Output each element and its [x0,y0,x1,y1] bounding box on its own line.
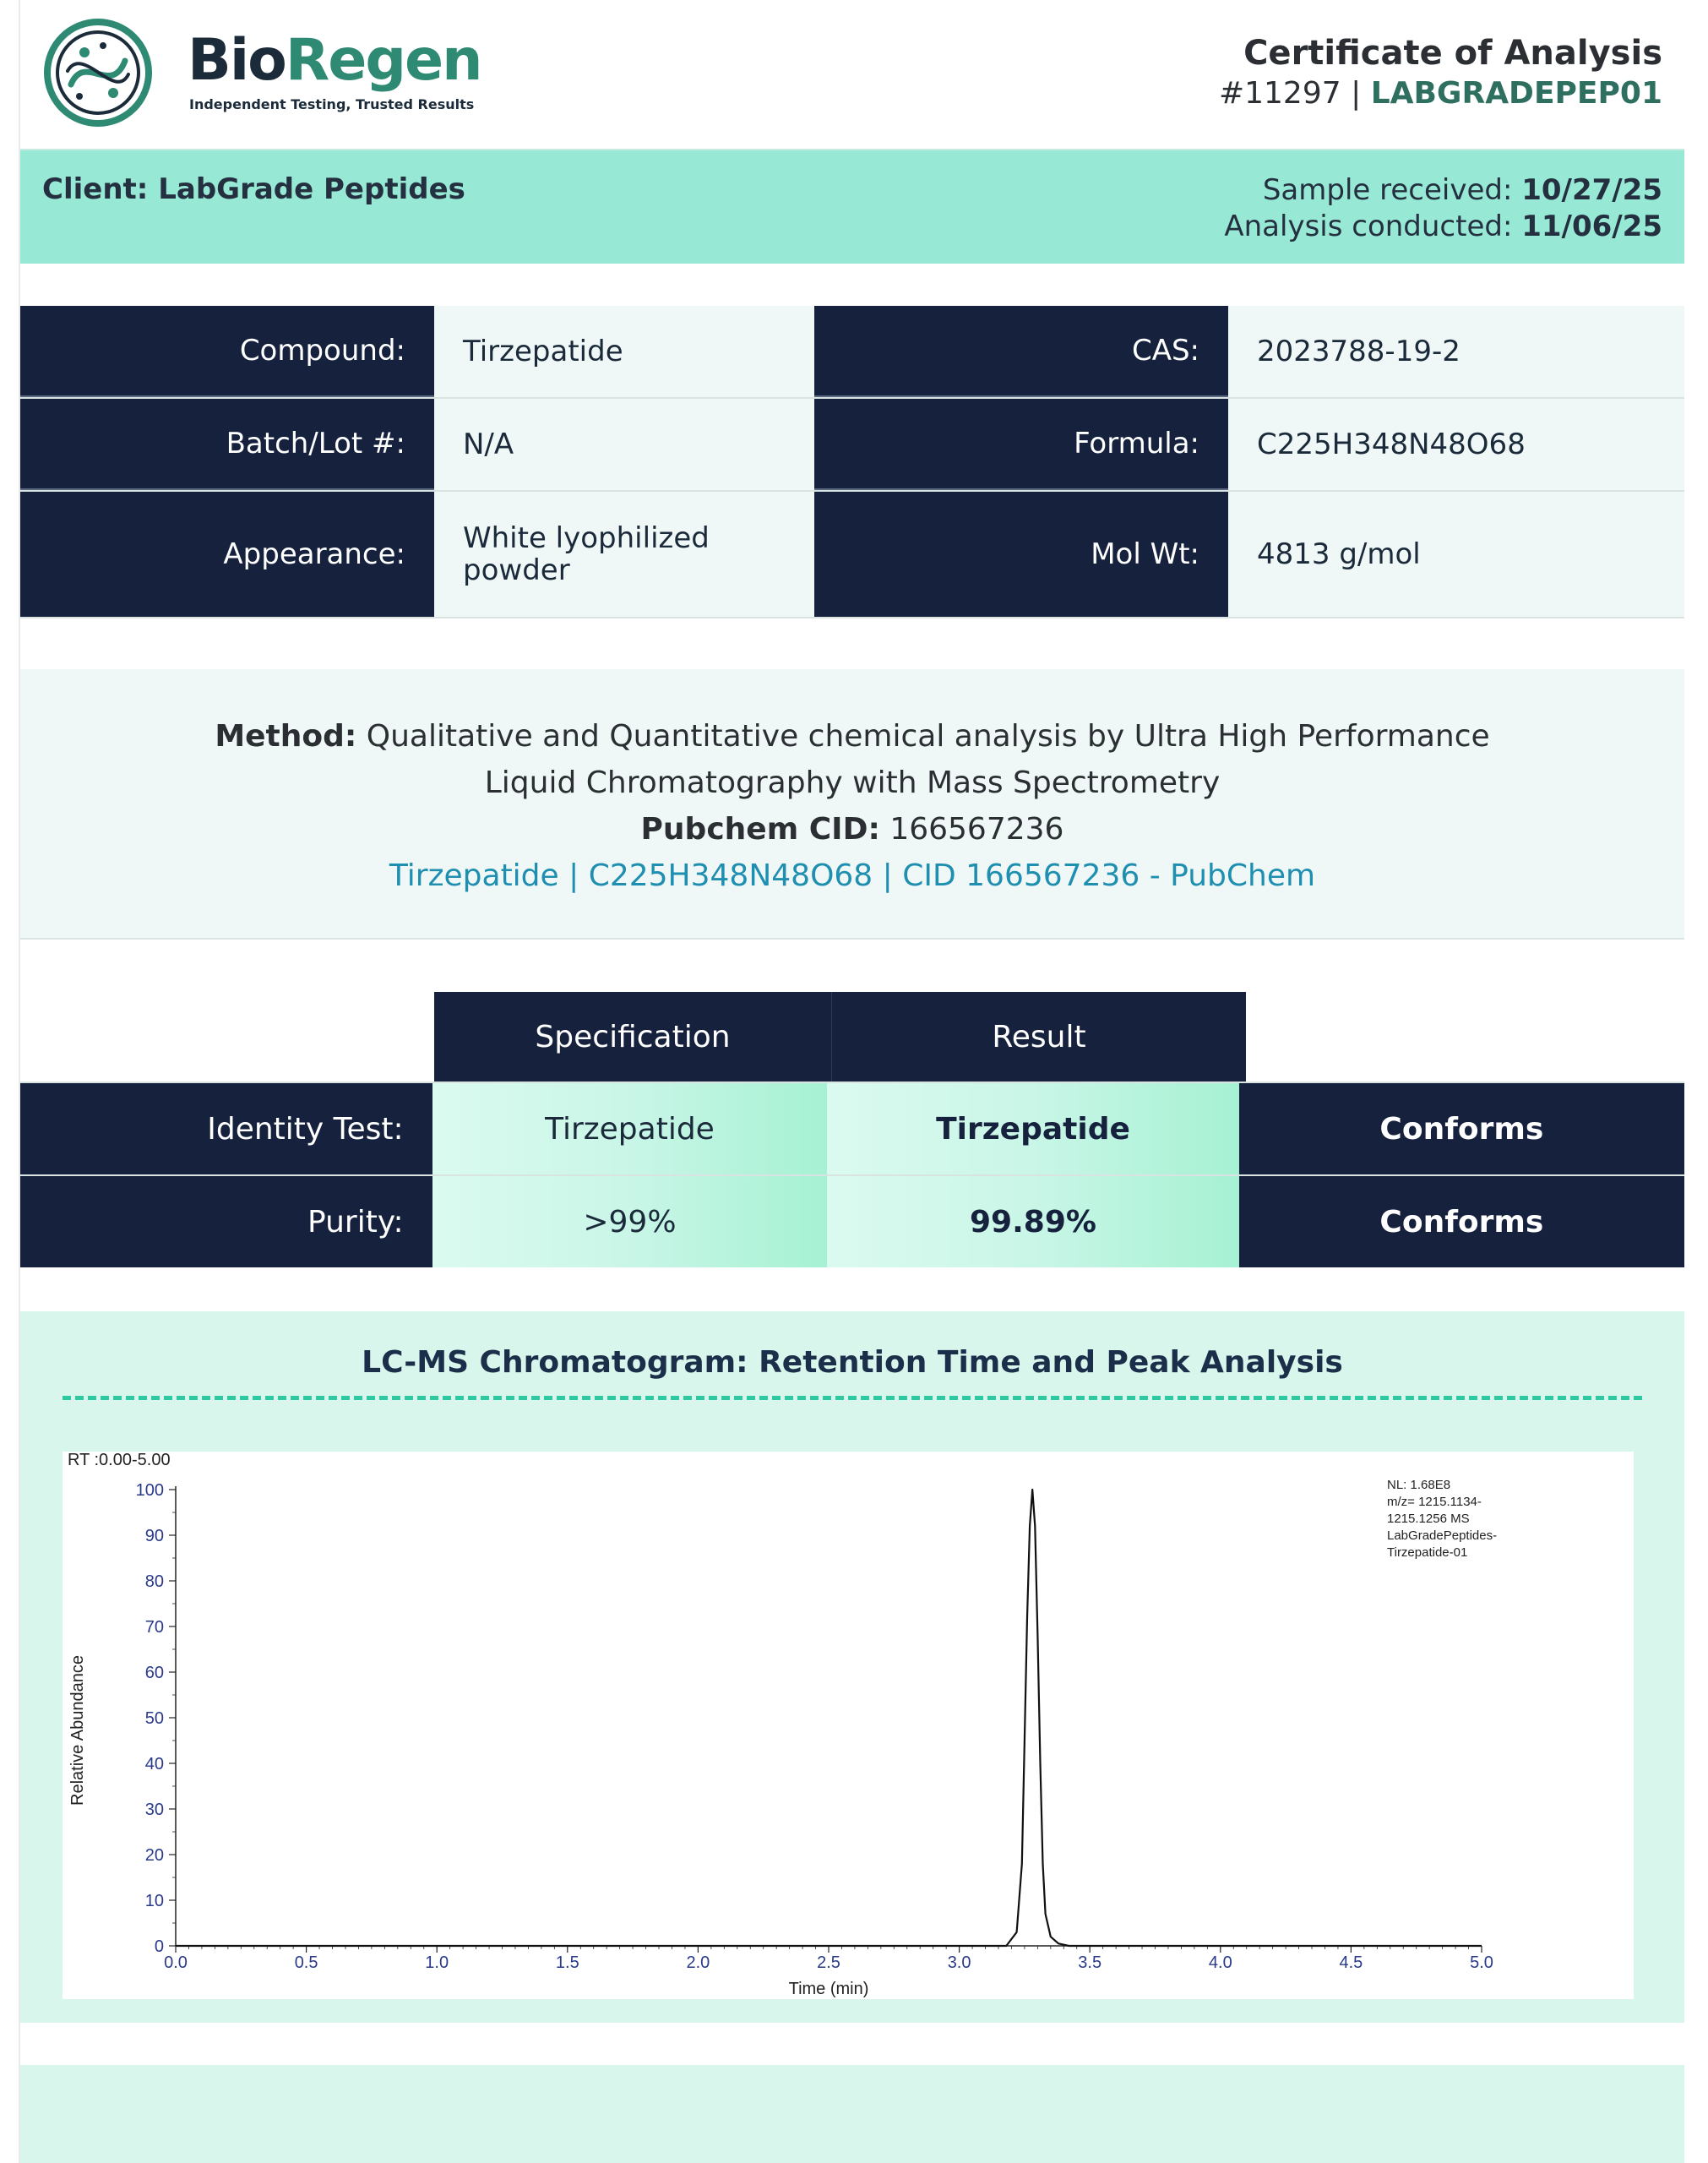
chart-series [176,1490,1482,1946]
y-tick-label: 40 [144,1755,164,1773]
separator: | [1351,76,1362,111]
results-header-spacer [20,992,434,1082]
x-tick-label: 3.5 [1078,1953,1102,1972]
table-row [20,1174,1684,1267]
compound-label: Compound: [20,306,434,397]
info-row [20,492,1684,618]
pubchem-cid: 166567236 [889,812,1064,847]
legend-line: NL: 1.68E8 [1387,1478,1451,1492]
legend-line: LabGradePeptides- [1387,1528,1498,1543]
method-text: Qualitative and Quantitative chemical analysis by Ultra High Performance Liquid Chromatography with Mass Spectrometry [366,719,1490,800]
cas-label: CAS: [814,306,1228,397]
y-tick-label: 100 [135,1481,164,1500]
results-header [20,992,1684,1082]
client-dates [1224,172,1662,245]
compound-value: Tirzepatide [434,306,814,397]
chart-axes [176,1486,1482,1946]
document-title: Certificate of Analysis [1243,34,1662,73]
y-tick-label: 20 [144,1846,164,1865]
identity-status: Conforms [1239,1083,1684,1174]
formula-label: Formula: [814,399,1228,490]
y-tick-label: 80 [144,1572,164,1591]
x-tick-label: 2.0 [686,1953,710,1972]
appearance-label: Appearance: [20,492,434,617]
result-header: Result [831,992,1246,1082]
y-tick-label: 10 [144,1892,164,1910]
y-tick-label: 90 [144,1527,164,1545]
chart-legend [1387,1478,1497,1560]
client-name: Client: LabGrade Peptides [42,172,465,206]
x-axis-label: Time (min) [788,1980,869,1998]
legend-line: m/z= 1215.1134- [1387,1495,1482,1509]
header [20,0,1684,149]
pubchem-link[interactable]: Tirzepatide | C225H348N48O68 | CID 166567236 - PubChem [389,858,1316,893]
chromatogram-chart [63,1452,1634,1999]
cas-value: 2023788-19-2 [1228,306,1684,397]
table-row [20,1082,1684,1174]
chromatogram-title: LC-MS Chromatogram: Retention Time and Peak Analysis [362,1345,1343,1380]
brand-tagline: Independent Testing, Trusted Results [189,96,475,112]
certificate-number: #11297 [1218,76,1341,111]
certificate-code: LABGRADEPEP01 [1370,76,1662,111]
appearance-value: White lyophilized powder [434,492,814,617]
pubchem-line [20,806,1684,853]
client-band [20,149,1684,264]
purity-status: Conforms [1239,1176,1684,1267]
x-tick-label: 3.0 [947,1953,971,1972]
info-row [20,399,1684,492]
results-table [20,992,1684,1267]
chromatogram-trace [176,1490,1482,1946]
y-tick-label: 50 [144,1709,164,1728]
y-tick-label: 70 [144,1618,164,1637]
specification-header: Specification [434,992,831,1082]
x-tick-label: 4.0 [1208,1953,1232,1972]
purity-spec: >99% [432,1176,828,1267]
logo-emblem-icon [42,19,169,128]
x-tick-label: 5.0 [1470,1953,1493,1972]
molwt-value: 4813 g/mol [1228,492,1684,617]
purity-label: Purity: [20,1176,432,1267]
method-section [20,669,1684,940]
certificate-page [19,0,1684,2163]
batch-label: Batch/Lot #: [20,399,434,490]
x-tick-label: 0.0 [164,1953,188,1972]
rt-range-label: RT :0.00-5.00 [68,1452,171,1469]
chromatogram-section [20,1311,1684,2023]
certificate-id [1219,34,1662,111]
compound-info-table [20,306,1684,618]
analysis-conducted: Analysis conducted: 11/06/25 [1224,210,1662,243]
y-axis-label: Relative Abundance [68,1655,87,1806]
y-ticks [136,1481,176,1956]
chromatogram-plot [63,1452,1634,1999]
biorogen-logo [42,19,507,128]
info-row [20,306,1684,399]
footer-band [20,2065,1684,2163]
x-ticks [164,1946,1493,1972]
certificate-number-line [1219,76,1662,111]
x-tick-label: 2.5 [817,1953,840,1972]
x-tick-label: 4.5 [1339,1953,1363,1972]
x-tick-label: 1.0 [425,1953,449,1972]
sample-received: Sample received: 10/27/25 [1262,173,1662,207]
method-description [185,713,1520,806]
dashed-divider [63,1396,1642,1400]
identity-label: Identity Test: [20,1083,432,1174]
legend-line: Tirzepatide-01 [1387,1545,1468,1560]
purity-result: 99.89% [827,1176,1238,1267]
batch-value: N/A [434,399,814,490]
y-tick-label: 60 [144,1664,164,1682]
legend-line: 1215.1256 MS [1387,1512,1470,1526]
brand-name: BioRegen [188,27,481,94]
pubchem-label: Pubchem CID: [640,812,880,847]
y-tick-label: 30 [144,1801,164,1819]
x-tick-label: 0.5 [294,1953,318,1972]
formula-value: C225H348N48O68 [1228,399,1684,490]
molwt-label: Mol Wt: [814,492,1228,617]
identity-result: Tirzepatide [827,1083,1238,1174]
y-tick-label: 0 [154,1937,164,1956]
identity-spec: Tirzepatide [432,1083,828,1174]
x-tick-label: 1.5 [555,1953,579,1972]
method-label: Method: [215,719,357,754]
